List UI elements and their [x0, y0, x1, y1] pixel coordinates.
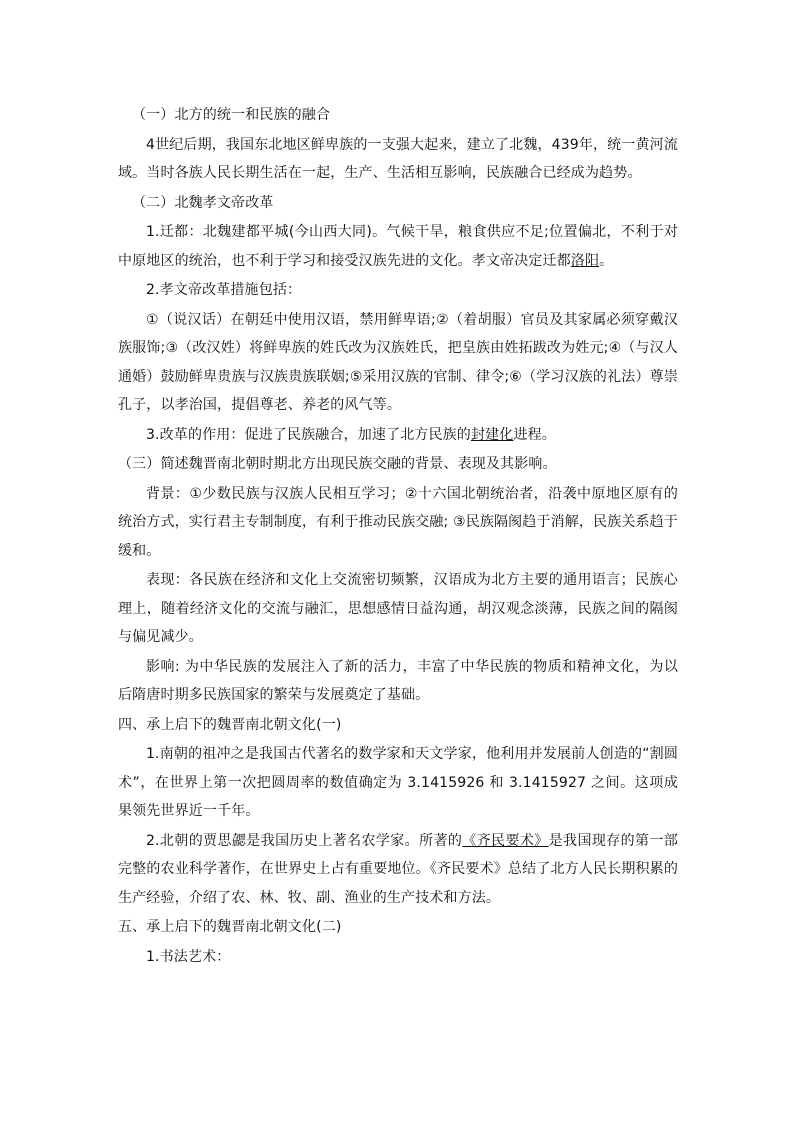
paragraph-text-after: 。 [599, 252, 614, 269]
paragraph-jia-sixie [118, 827, 678, 913]
paragraph-text-after: 进程。 [513, 426, 556, 443]
paragraph-text: 3.改革的作用：促进了民族融合，加速了北方民族的 [146, 426, 471, 443]
document-body [118, 101, 678, 971]
paragraph-reform-effect [118, 421, 678, 450]
link-luoyang[interactable]: 洛阳 [570, 252, 600, 269]
section-heading-northern-unification: （一）北方的统一和民族的融合 [132, 107, 331, 123]
paragraph-influence: 影响: 为中华民族的发展注入了新的活力，丰富了中华民族的物质和精神文化，为以后隋唐时期多民族国家的繁荣与发展奠定了基础。 [118, 658, 678, 703]
section-heading-xiaowen-reform: （二）北魏孝文帝改革 [132, 194, 274, 211]
paragraph-reform-measures-intro: 2.孝文帝改革措施包括： [146, 282, 302, 298]
paragraph-zu-chongzhi: 1.南朝的祖冲之是我国古代著名的数学家和天文学家，他利用并发展前人创造的“割圆术”，在世界上第一次把圆周率的数值确定为 3.1415926 和 3.1415927 之间。这项成果领先世界近一千年。 [118, 746, 678, 819]
paragraph-northern-wei-rise: 4世纪后期，我国东北地区鲜卑族的一支强大起来，建立了北魏，439年，统一黄河流域。当时各族人民长期生活在一起，生产、生活相互影响，民族融合已经成为趋势。 [118, 136, 678, 181]
paragraph-text: 2.北朝的贾思勰是我国历史上著名农学家。所著的 [146, 832, 463, 849]
paragraph-text-after: 是我国现存的第一部完整的农业科学著作，在世界史上占有重要地位。《齐民要术》总结了北方人民长期积累的生产经验，介绍了农、林、牧、副、渔业的生产技术和方法。 [118, 832, 678, 906]
paragraph-manifestation: 表现：各民族在经济和文化上交流密切频繁，汉语成为北方主要的通用语言；民族心理上，随着经济文化的交流与融汇，思想感情日益沟通，胡汉观念淡薄，民族之间的隔阂与偏见减少。 [118, 572, 678, 645]
section-heading-culture-two: 五、承上启下的魏晋南北朝文化(二) [118, 919, 342, 935]
link-qimin-yaoshu[interactable]: 《齐民要术》 [462, 832, 549, 849]
link-feudalization[interactable]: 封建化 [470, 426, 514, 443]
paragraph-text: 1.迁都：北魏建都平城(今山西大同)。气候干旱，粮食供应不足;位置偏北，不利于对中原地区的统治，也不利于学习和接受汉族先进的文化。孝文帝决定迁都 [118, 224, 678, 269]
paragraph-calligraphy: 1.书法艺术： [146, 948, 231, 965]
section-heading-ethnic-fusion: （三）简述魏晋南北朝时期北方出现民族交融的背景、表现及其影响。 [118, 456, 557, 472]
paragraph-background: 背景：①少数民族与汉族人民相互学习；②十六国北朝统治者，沿袭中原地区原有的统治方式，实行君主专制制度，有利于推动民族交融; ③民族隔阂趋于消解，民族关系趋于缓和。 [118, 485, 678, 559]
paragraph-capital-relocation [118, 218, 678, 275]
paragraph-reform-measures: ①（说汉话）在朝廷中使用汉语，禁用鲜卑语;②（着胡服）官员及其家属必须穿戴汉族服饰;③（改汉姓）将鲜卑族的姓氏改为汉族姓氏，把皇族由姓拓跋改为姓元;④（与汉人通婚）鼓励鲜卑贵族与汉族贵族联姻;⑤采用汉族的官制、律令;⑥（学习汉族的礼法）尊崇孔子，以孝治国，提倡尊老、养老的风气等。 [118, 311, 678, 413]
section-heading-culture-one: 四、承上启下的魏晋南北朝文化(一) [118, 716, 342, 733]
